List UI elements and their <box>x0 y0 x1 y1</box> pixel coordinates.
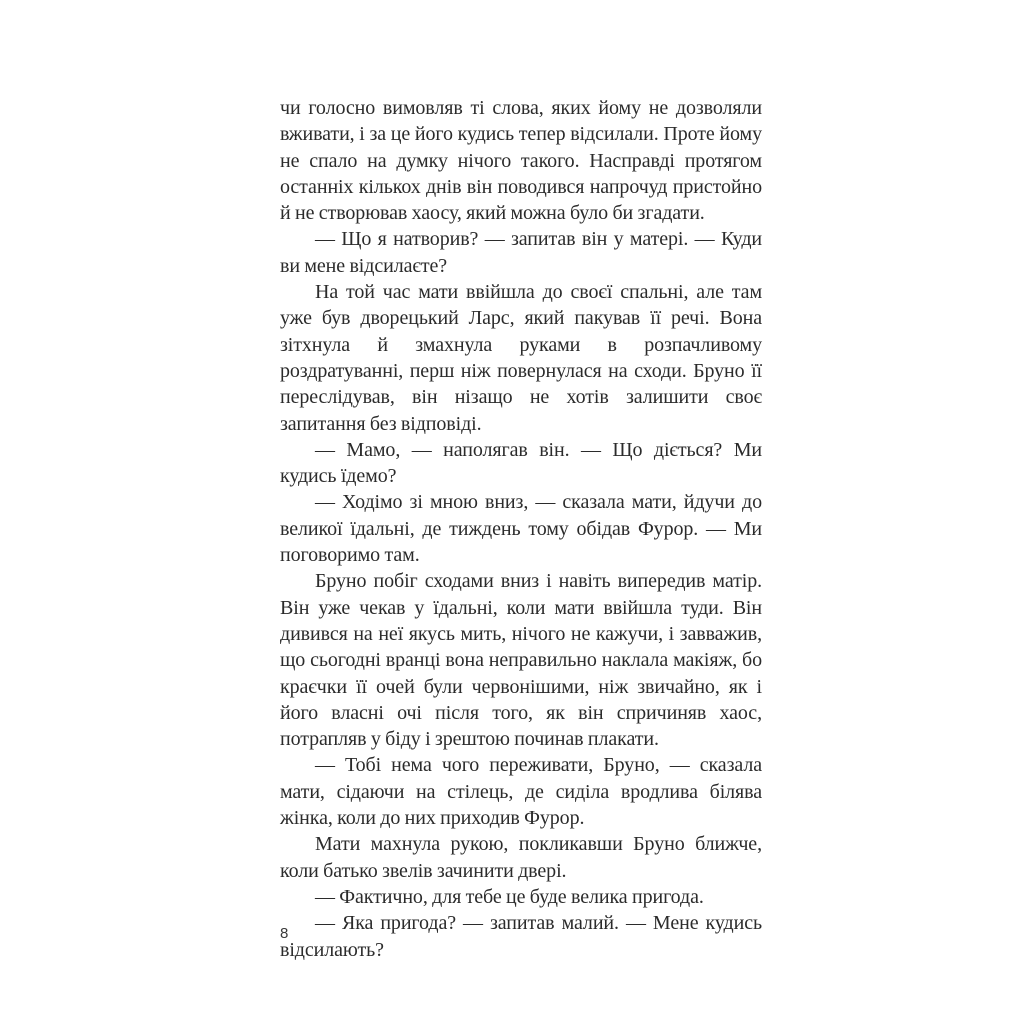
paragraph-10: — Яка пригода? — запитав малий. — Мене кудись відсилають? <box>280 912 762 961</box>
paragraph-7: — Тобі нема чого переживати, Бруно, — сказала мати, сідаючи на стілець, де сиділа вродлива білява жінка, коли до них приходив Фурор. <box>280 754 762 830</box>
paragraph-8: Мати махнула рукою, покликавши Бруно ближче, коли батько звелів зачинити двері. <box>280 833 762 882</box>
page-text-block <box>280 95 762 963</box>
paragraph-3: На той час мати ввійшла до своєї спальні, але там уже був дворецький Ларс, який пакував її речі. Вона зітхнула й змахнула руками в розпачливому роздратуванні, перш ніж повернулася на сходи. Бруно її переслідував, він нізащо не хотів залишити своє запитання без відповіді. <box>280 281 762 435</box>
paragraph-1: чи голосно вимовляв ті слова, яких йому не дозволяли вживати, і за це його кудись тепер відсилали. Проте йому не спало на думку нічого такого. Насправді протягом останніх кількох днів він поводився напрочуд пристойно й не створював хаосу, який можна було би згадати. <box>280 97 762 225</box>
page-number: 8 <box>280 925 289 942</box>
paragraph-5: — Ходімо зі мною вниз, — сказала мати, йдучи до великої їдальні, де тиждень тому обідав Фурор. — Ми поговоримо там. <box>280 491 762 567</box>
paragraph-4: — Мамо, — наполягав він. — Що діється? Ми кудись їдемо? <box>280 438 762 488</box>
paragraph-6: Бруно побіг сходами вниз і навіть випередив матір. Він уже чекав у їдальні, коли мати ввійшла туди. Він дивився на неї якусь мить, нічого не кажучи, і завважив, що сьогодні вранці вона неправильно наклала макіяж, бо краєчки її очей були червонішими, ніж звичайно, як і його власні очі після того, як він спричиняв хаос, потрапляв у біду і зрештою починав плакати. <box>280 570 762 751</box>
paragraph-9: — Фактично, для тебе це буде велика пригода. <box>315 885 704 908</box>
paragraph-2: — Що я натворив? — запитав він у матері. — Куди ви мене відсилаєте? <box>280 228 762 277</box>
